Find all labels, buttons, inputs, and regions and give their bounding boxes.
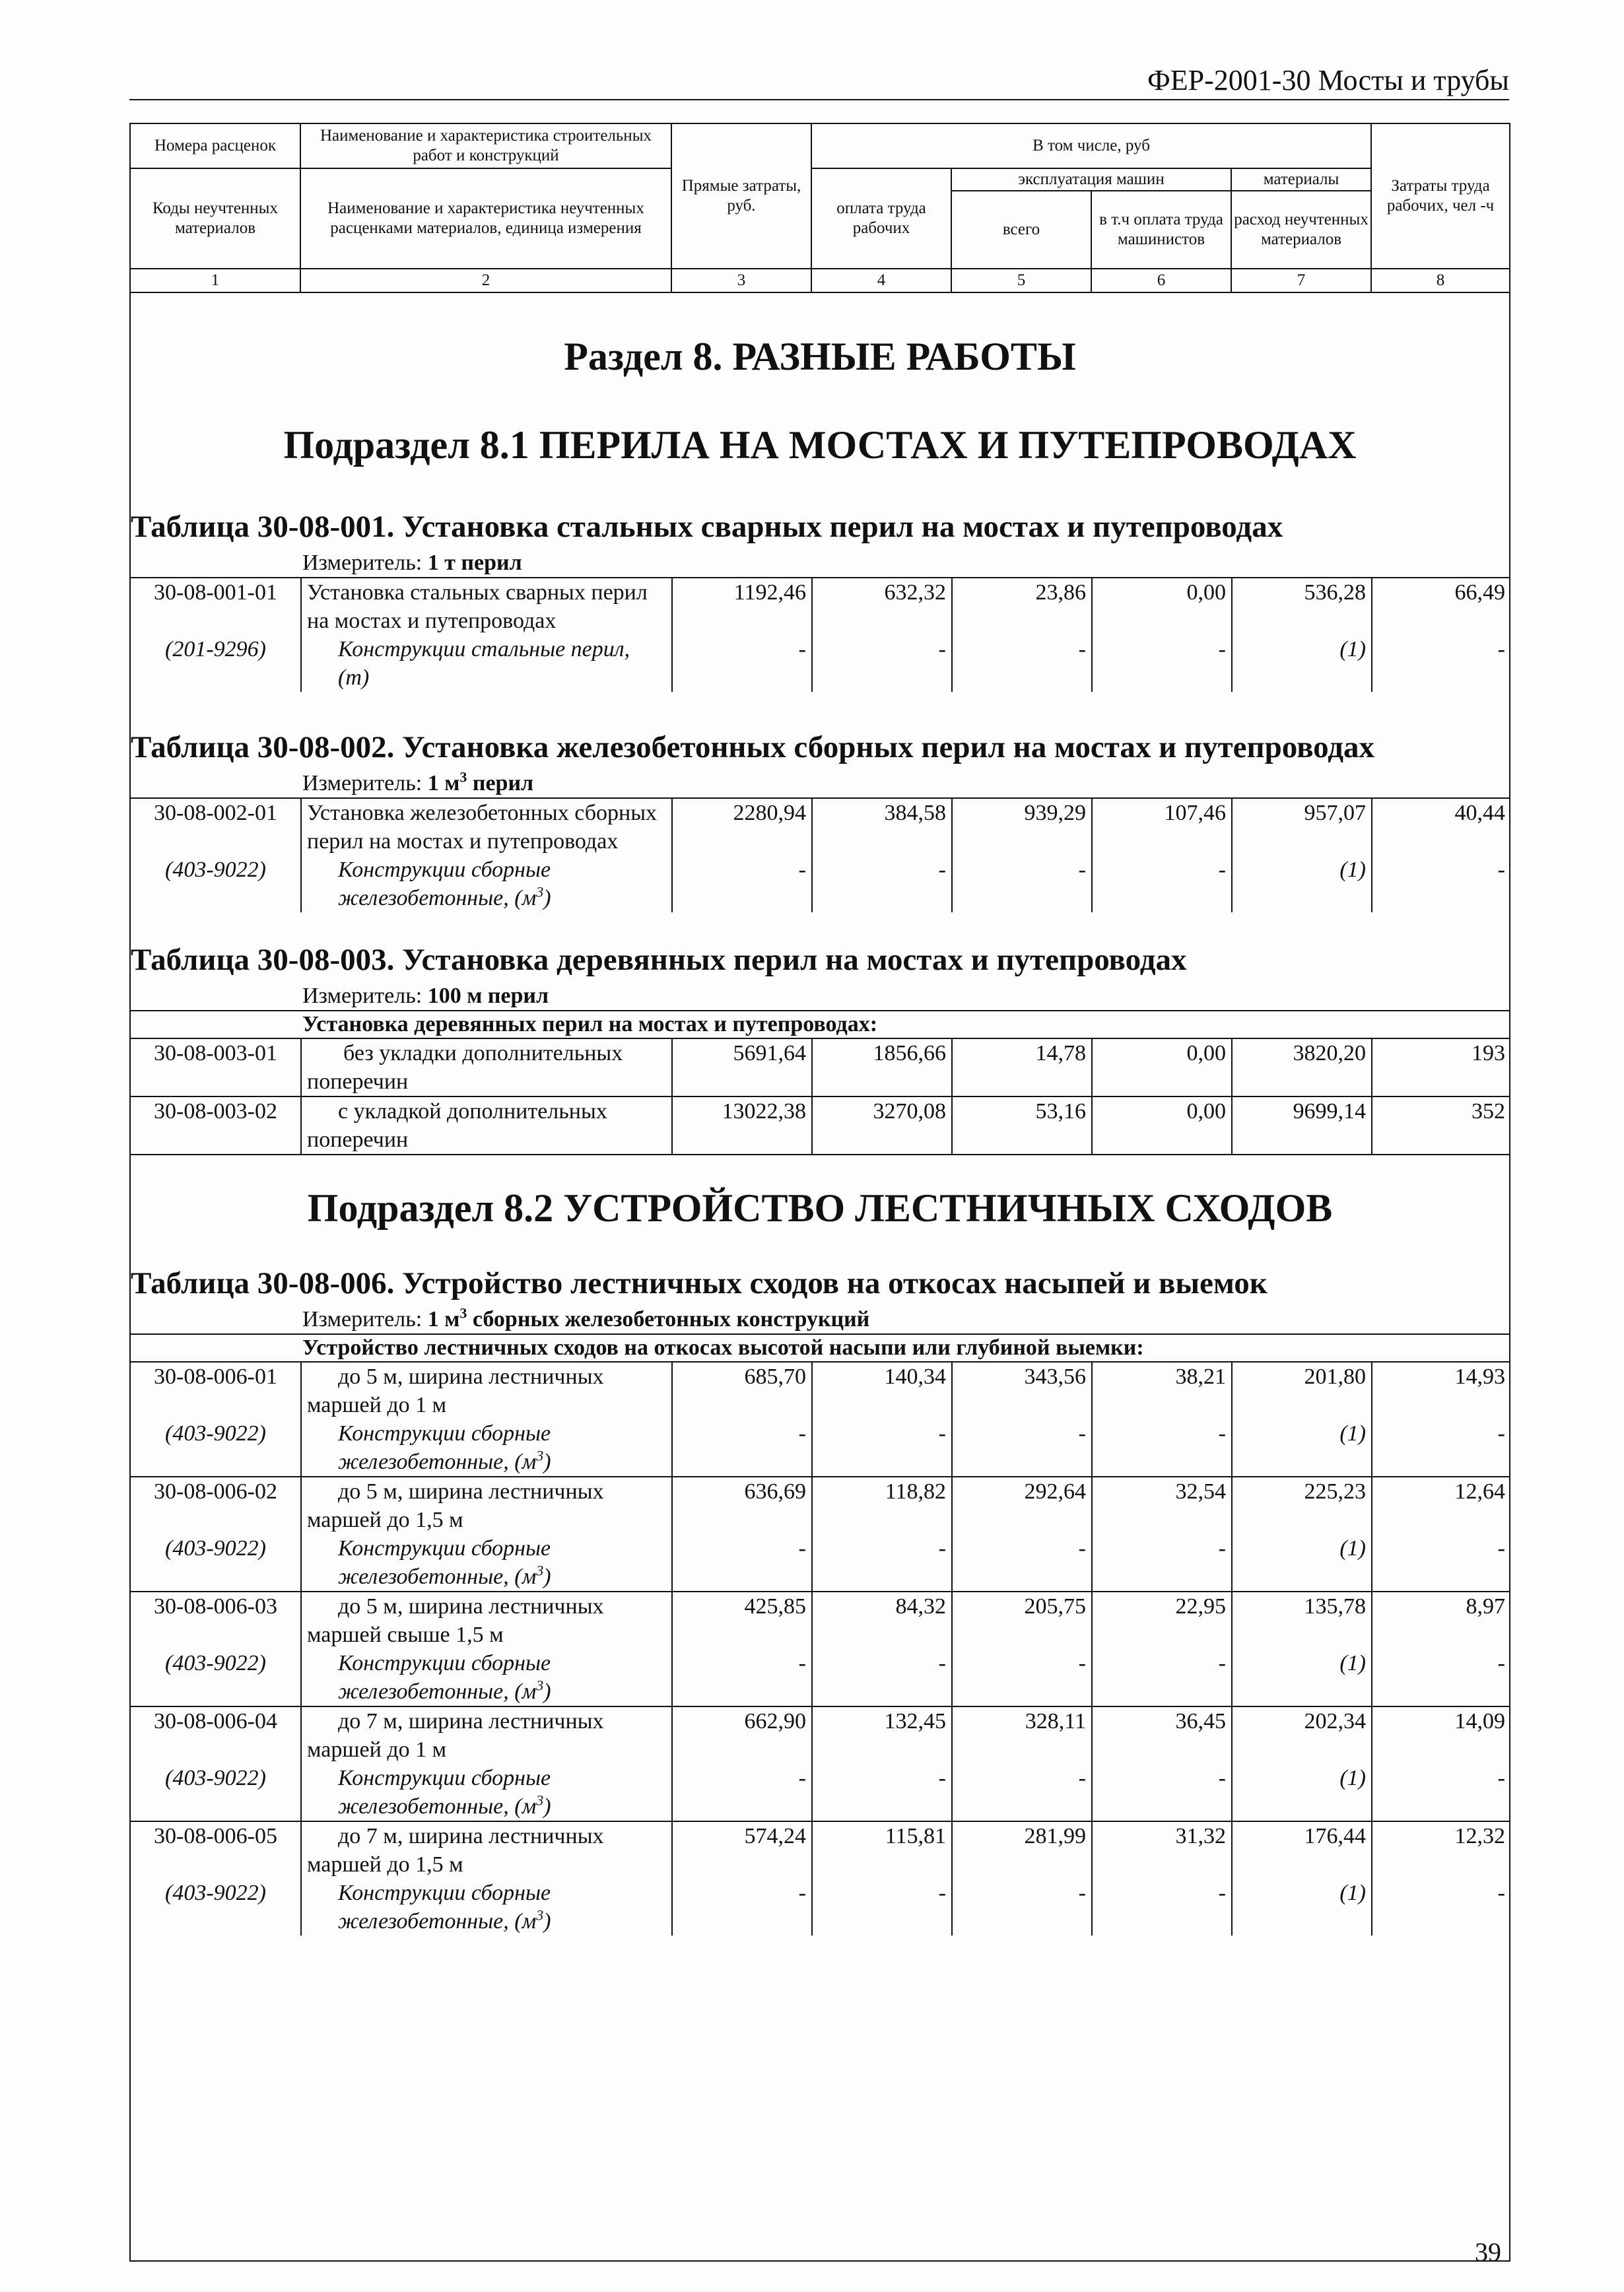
cell-value: 225,23 <box>1232 1477 1372 1534</box>
cell-value: 9699,14 <box>1232 1096 1372 1154</box>
cell-value: 3270,08 <box>812 1096 952 1154</box>
rate-name: до 7 м, ширина лестничных маршей до 1 м <box>301 1706 672 1764</box>
meter-sup: 3 <box>459 1304 467 1322</box>
price-table <box>129 123 1510 2262</box>
subsection-title: Подраздел 8.1 ПЕРИЛА НА МОСТАХ И ПУТЕПРОВОДАХ <box>283 423 1357 467</box>
cell-value: - <box>672 635 812 692</box>
material-name: Конструкции сборные железобетонные, $(м^3)$ <box>301 1419 672 1477</box>
cell-value: 0,00 <box>1092 1096 1232 1154</box>
rate-rows <box>131 577 1510 692</box>
rate-code: 30-08-006-01 <box>131 1362 301 1419</box>
cell-value: - <box>1092 856 1232 912</box>
cell-value: 140,34 <box>812 1362 952 1419</box>
header-rule <box>129 99 1509 100</box>
meter-label: Измеритель: <box>302 984 423 1008</box>
rate-name: до 5 м, ширина лестничных маршей свыше 1,5 м <box>301 1592 672 1649</box>
cell-value: 53,16 <box>952 1096 1092 1154</box>
cell-value: - <box>812 1419 952 1477</box>
material-name: Конструкции сборные железобетонные, $(м^3)$ <box>301 1879 672 1936</box>
col-number: 4 <box>811 269 951 292</box>
cell-value: - <box>672 1764 812 1821</box>
table-row <box>131 1534 1510 1592</box>
cell-value: 32,54 <box>1092 1477 1232 1534</box>
cell-value: - <box>952 1419 1092 1477</box>
cell-value: - <box>1372 1419 1510 1477</box>
cell-value: 1856,66 <box>812 1038 952 1096</box>
rate-code: 30-08-001-01 <box>131 578 301 635</box>
cell-value: - <box>812 1534 952 1592</box>
col-number: 1 <box>130 269 300 292</box>
rate-code: 30-08-002-01 <box>131 798 301 856</box>
cell-value: - <box>672 856 812 912</box>
rate-code: 30-08-003-01 <box>131 1038 301 1096</box>
cell-value: 118,82 <box>812 1477 952 1534</box>
cell-value: - <box>1092 1649 1232 1706</box>
cell-value: 193 <box>1372 1038 1510 1096</box>
material-name: Конструкции стальные перил, (т) <box>301 635 672 692</box>
rate-name: без укладки дополнительных поперечин <box>301 1038 672 1096</box>
material-code: (201-9296) <box>165 637 266 661</box>
cell-value: - <box>1092 1419 1232 1477</box>
col-number: 3 <box>671 269 811 292</box>
cell-value: 31,32 <box>1092 1821 1232 1879</box>
cell-value: 40,44 <box>1372 798 1510 856</box>
table-row <box>131 1477 1510 1534</box>
cell-value: 662,90 <box>672 1706 812 1764</box>
table-row <box>131 798 1510 856</box>
table-title: Таблица 30-08-001. Установка стальных сварных перил на мостах и путепроводах <box>131 510 1283 544</box>
cell-value: 132,45 <box>812 1706 952 1764</box>
rate-name: до 5 м, ширина лестничных маршей до 1 м <box>301 1362 672 1419</box>
cell-value: 12,64 <box>1372 1477 1510 1534</box>
rate-code: 30-08-006-05 <box>131 1821 301 1879</box>
cell-value: 38,21 <box>1092 1362 1232 1419</box>
cell-value: 107,46 <box>1092 798 1232 856</box>
cell-value: (1) <box>1232 1879 1372 1936</box>
cell-value: 0,00 <box>1092 1038 1232 1096</box>
cell-value: - <box>952 1534 1092 1592</box>
cell-value: 632,32 <box>812 578 952 635</box>
cell-value: - <box>1372 1534 1510 1592</box>
rate-code: 30-08-006-03 <box>131 1592 301 1649</box>
table-row <box>131 1419 1510 1477</box>
meter-label: Измеритель: <box>302 1307 423 1331</box>
meter-tail: перил <box>467 771 534 795</box>
cell-value: - <box>812 635 952 692</box>
cell-value: - <box>952 635 1092 692</box>
col-number: 8 <box>1371 269 1510 292</box>
meter-line <box>302 1306 1509 1333</box>
rate-code: 30-08-006-02 <box>131 1477 301 1534</box>
table-row <box>131 1821 1510 1879</box>
cell-value: 135,78 <box>1232 1592 1372 1649</box>
cell-value: 536,28 <box>1232 578 1372 635</box>
document-header: ФЕР-2001-30 Мосты и трубы <box>1147 64 1509 96</box>
rate-name: Установка стальных сварных перил на мостах и путепроводах <box>301 578 672 635</box>
cell-value: 425,85 <box>672 1592 812 1649</box>
cell-value: (1) <box>1232 1419 1372 1477</box>
meter-value: 1 м <box>427 771 460 795</box>
cell-value: 202,34 <box>1232 1706 1372 1764</box>
cell-value: 292,64 <box>952 1477 1092 1534</box>
meter-value: 100 м перил <box>427 984 549 1008</box>
cell-value: 13022,38 <box>672 1096 812 1154</box>
material-name: Конструкции сборные железобетонные, $(м^3)$ <box>301 856 672 912</box>
cell-value: - <box>1092 635 1232 692</box>
cell-value: 14,93 <box>1372 1362 1510 1419</box>
cell-value: 176,44 <box>1232 1821 1372 1879</box>
cell-value: - <box>812 1764 952 1821</box>
cell-value: 343,56 <box>952 1362 1092 1419</box>
cell-value: 36,45 <box>1092 1706 1232 1764</box>
cell-value: 957,07 <box>1232 798 1372 856</box>
material-code: (403-9022) <box>165 1421 266 1446</box>
cell-value: - <box>1372 1649 1510 1706</box>
meter-tail: сборных железобетонных конструкций <box>467 1307 870 1331</box>
section-title: Раздел 8. РАЗНЫЕ РАБОТЫ <box>564 335 1076 378</box>
material-name: Конструкции сборные железобетонные, $(м^3)$ <box>301 1534 672 1592</box>
cell-value: 205,75 <box>952 1592 1092 1649</box>
materials-header: материалы <box>1231 168 1371 191</box>
material-name: Конструкции сборные железобетонные, $(м^3)$ <box>301 1649 672 1706</box>
table-title: Таблица 30-08-002. Установка железобетонных сборных перил на мостах и путепроводах <box>131 730 1375 764</box>
cell-value: - <box>1372 1879 1510 1936</box>
cell-value: - <box>1092 1534 1232 1592</box>
cell-value: 14,78 <box>952 1038 1092 1096</box>
meter-label: Измеритель: <box>302 771 423 795</box>
cell-value: 22,95 <box>1092 1592 1232 1649</box>
meter-value: 1 м <box>427 1307 460 1331</box>
cell-value: - <box>1372 856 1510 912</box>
cell-value: - <box>952 856 1092 912</box>
cell-value: - <box>812 1649 952 1706</box>
cell-value: 3820,20 <box>1232 1038 1372 1096</box>
cell-value: - <box>952 1879 1092 1936</box>
rate-name: Установка железобетонных сборных перил на мостах и путепроводах <box>301 798 672 856</box>
cell-value: - <box>672 1419 812 1477</box>
table-title: Таблица 30-08-006. Устройство лестничных сходов на откосах насыпей и выемок <box>131 1266 1268 1300</box>
cell-value: (1) <box>1232 1764 1372 1821</box>
col2-header-bottom: Наименование и характеристика неучтенных расценками материалов, единица измерения <box>300 168 671 269</box>
meter-sup: 3 <box>459 768 467 786</box>
cell-value: - <box>952 1649 1092 1706</box>
rate-rows <box>131 1038 1510 1154</box>
table-title: Таблица 30-08-003. Установка деревянных перил на мостах и путепроводах <box>131 943 1187 977</box>
cell-value: 328,11 <box>952 1706 1092 1764</box>
cell-value: - <box>672 1534 812 1592</box>
cell-value: (1) <box>1232 1649 1372 1706</box>
rate-name: до 5 м, ширина лестничных маршей до 1,5 м <box>301 1477 672 1534</box>
cell-value: - <box>812 856 952 912</box>
cell-value: 12,32 <box>1372 1821 1510 1879</box>
cell-value: 685,70 <box>672 1362 812 1419</box>
cell-value: (1) <box>1232 856 1372 912</box>
cell-value: - <box>1092 1764 1232 1821</box>
meter-label: Измеритель: <box>302 551 423 575</box>
cell-value: - <box>672 1879 812 1936</box>
col5-header: всего <box>951 191 1091 269</box>
cell-value: (1) <box>1232 635 1372 692</box>
rate-code: 30-08-006-04 <box>131 1706 301 1764</box>
material-code: (403-9022) <box>165 1651 266 1675</box>
rate-rows <box>131 1361 1510 1936</box>
machines-header: эксплуатация машин <box>951 168 1231 191</box>
table-row <box>131 1879 1510 1936</box>
meter-line <box>302 982 1509 1010</box>
col2-header-top: Наименование и характеристика строительных работ и конструкций <box>300 123 671 168</box>
table-row <box>131 1706 1510 1764</box>
col-number: 6 <box>1091 269 1231 292</box>
cell-value: - <box>812 1879 952 1936</box>
cell-value: 281,99 <box>952 1821 1092 1879</box>
col-number: 7 <box>1231 269 1371 292</box>
cell-value: 8,97 <box>1372 1592 1510 1649</box>
subsection-title: Подраздел 8.2 УСТРОЙСТВО ЛЕСТНИЧНЫХ СХОДОВ <box>307 1186 1333 1230</box>
col8-header: Затраты труда рабочих, чел -ч <box>1371 123 1510 269</box>
cell-value: 23,86 <box>952 578 1092 635</box>
cell-value: 84,32 <box>812 1592 952 1649</box>
table-row <box>131 578 1510 635</box>
page-number: 39 <box>1475 2237 1501 2267</box>
meter-line <box>302 549 1509 577</box>
table-row <box>131 1362 1510 1419</box>
table-row <box>131 1649 1510 1706</box>
material-code: (403-9022) <box>165 1536 266 1561</box>
cell-value: - <box>1372 1764 1510 1821</box>
table-row <box>131 856 1510 912</box>
group-heading: Устройство лестничных сходов на откосах высотой насыпи или глубиной выемки: <box>131 1333 1509 1361</box>
cell-value: - <box>952 1764 1092 1821</box>
material-code: (403-9022) <box>165 858 266 882</box>
table-row <box>131 635 1510 692</box>
material-code: (403-9022) <box>165 1766 266 1790</box>
cell-value: 939,29 <box>952 798 1092 856</box>
cell-value: (1) <box>1232 1534 1372 1592</box>
divider <box>131 1154 1509 1155</box>
col1-header-bottom: Коды неучтенных материалов <box>130 168 300 269</box>
rate-name: до 7 м, ширина лестничных маршей до 1,5 м <box>301 1821 672 1879</box>
material-code: (403-9022) <box>165 1881 266 1905</box>
material-name: Конструкции сборные железобетонные, $(м^3)$ <box>301 1764 672 1821</box>
table-row <box>131 1764 1510 1821</box>
group-heading: Установка деревянных перил на мостах и путепроводах: <box>131 1010 1509 1038</box>
cell-value: 0,00 <box>1092 578 1232 635</box>
cell-value: 66,49 <box>1372 578 1510 635</box>
table-row <box>131 1038 1510 1096</box>
cell-value: 636,69 <box>672 1477 812 1534</box>
cell-value: - <box>672 1649 812 1706</box>
meter-line <box>302 770 1509 797</box>
rate-rows <box>131 797 1510 912</box>
col1-header-top: Номера расценок <box>130 123 300 168</box>
cell-value: 115,81 <box>812 1821 952 1879</box>
cell-value: 1192,46 <box>672 578 812 635</box>
cell-value: 384,58 <box>812 798 952 856</box>
col3-header: Прямые затраты, руб. <box>671 123 811 269</box>
incl-header: В том числе, руб <box>811 123 1371 168</box>
cell-value: - <box>1372 635 1510 692</box>
cell-value: 2280,94 <box>672 798 812 856</box>
table-row <box>131 1592 1510 1649</box>
col7-header: расход неучтенных материалов <box>1231 191 1371 269</box>
cell-value: 574,24 <box>672 1821 812 1879</box>
rate-name: с укладкой дополнительных поперечин <box>301 1096 672 1154</box>
col-number: 2 <box>300 269 671 292</box>
cell-value: - <box>1092 1879 1232 1936</box>
rate-code: 30-08-003-02 <box>131 1096 301 1154</box>
cell-value: 14,09 <box>1372 1706 1510 1764</box>
meter-value: 1 т перил <box>427 551 522 575</box>
table-body <box>130 292 1510 2261</box>
col6-header: в т.ч оплата труда машинистов <box>1091 191 1231 269</box>
cell-value: 201,80 <box>1232 1362 1372 1419</box>
table-row <box>131 1096 1510 1154</box>
cell-value: 352 <box>1372 1096 1510 1154</box>
col4-header: оплата труда рабочих <box>811 168 951 269</box>
col-number: 5 <box>951 269 1091 292</box>
cell-value: 5691,64 <box>672 1038 812 1096</box>
